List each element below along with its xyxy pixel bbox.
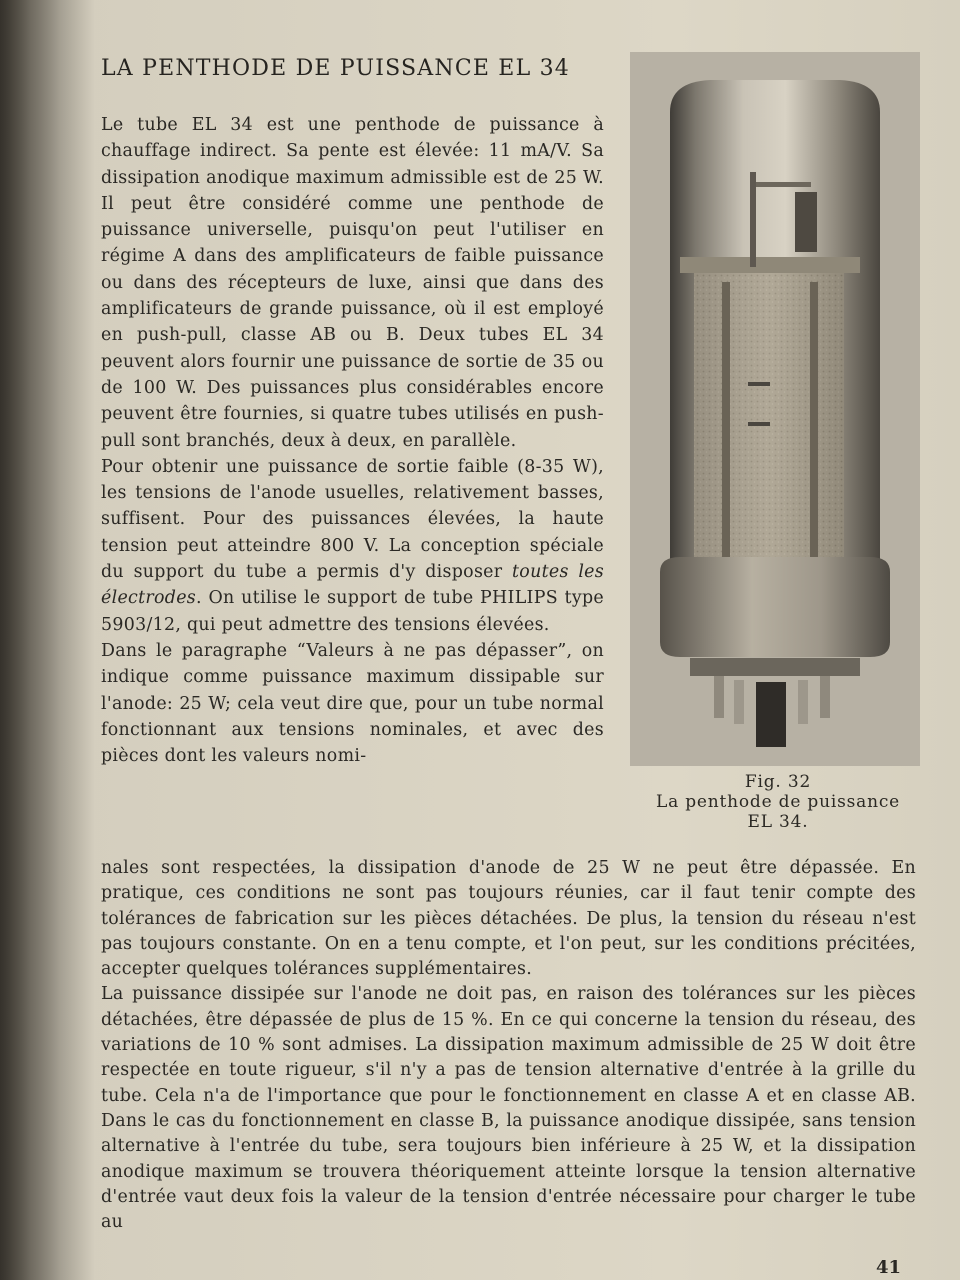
el34-tube-illustration (630, 52, 920, 766)
full-width-text (101, 856, 916, 1235)
figure-caption-line1: La penthode de puissance (655, 792, 900, 812)
paragraph-max-values: Dans le paragraphe “Valeurs à ne pas dépasser”, on indique comme puissance maximum dissipable sur l'anode: 25 W; cela veut dire que, pour un tube normal fonctionnant aux tensions nominales, et avec des pièces dont les valeurs nomi- (101, 640, 604, 767)
figure-caption (628, 772, 928, 832)
figure-label: Fig. 32 (744, 772, 812, 792)
paragraph-output-power (101, 454, 604, 638)
page-number: 41 (876, 1257, 902, 1278)
paragraph-tolerances: nales sont respectées, la dissipation d'anode de 25 W ne peut être dépassée. En pratique, ces conditions ne sont pas toujours réunies, car il faut tenir compte des tolérances de fabrication sur les pièces détachées. De plus, la tension du réseau n'est pas toujours constante. On en a tenu compte, et l'on peut, sur les conditions précitées, accepter quelques tolérances supplémentaires. (101, 858, 916, 980)
page-heading: LA PENTHODE DE PUISSANCE EL 34 (101, 56, 570, 81)
paragraph-intro: Le tube EL 34 est une penthode de puissance à chauffage indirect. Sa pente est élevée: 11 mA/V. Sa dissipation anodique maximum admissible est de 25 W. Il peut être considéré comme une penthode de puissance universelle, puisqu'on peut l'utiliser en régime A dans des amplificateurs de faible puissance ou dans des récepteurs de luxe, ainsi que dans des amplificateurs de grande puissance, où il est employé en push-pull, classe AB ou B. Deux tubes EL 34 peuvent alors fournir une puissance de sortie de 35 ou de 100 W. Des puissances plus considérables encore peuvent être fournies, si quatre tubes utilisés en push-pull sont branchés, deux à deux, en parallèle. (101, 115, 604, 451)
tube-photo (630, 52, 920, 766)
paragraph-output-power-part2: . On utilise le support de tube PHILIPS type 5903/12, qui peut admettre des tensions élevées. (101, 588, 604, 635)
paragraph-dissipation: La puissance dissipée sur l'anode ne doit pas, en raison des tolérances sur les pièces détachées, être dépassée de plus de 15 %. En ce qui concerne la tension du réseau, des variations de 10 % sont admises. La dissipation maximum admissible de 25 W doit être respectée en toute rigueur, s'il n'y a pas de tension alternative d'entrée à la grille du tube. Cela n'a de l'importance que pour le fonctionnement en classe A et en classe AB. Dans le cas du fonctionnement en classe B, la puissance anodique dissipée, sans tension alternative à l'entrée du tube, sera toujours bien inférieure à 25 W, et la dissipation anodique maximum se trouvera théoriquement atteinte lorsque la tension alternative d'entrée vaut deux fois la valeur de la tension d'entrée nécessaire pour charger le tube au (101, 984, 916, 1233)
column-text (101, 112, 604, 769)
paragraph-output-power-italic: toutes les électrodes (101, 562, 604, 609)
figure-caption-line2: EL 34. (747, 812, 809, 832)
paragraph-output-power-part1: Pour obtenir une puissance de sortie faible (8-35 W), les tensions de l'anode usuelles, relativement basses, suffisent. Pour des puissances élevées, la haute tension peut atteindre 800 V. La conception spéciale du support du tube a permis d'y disposer (101, 456, 604, 583)
